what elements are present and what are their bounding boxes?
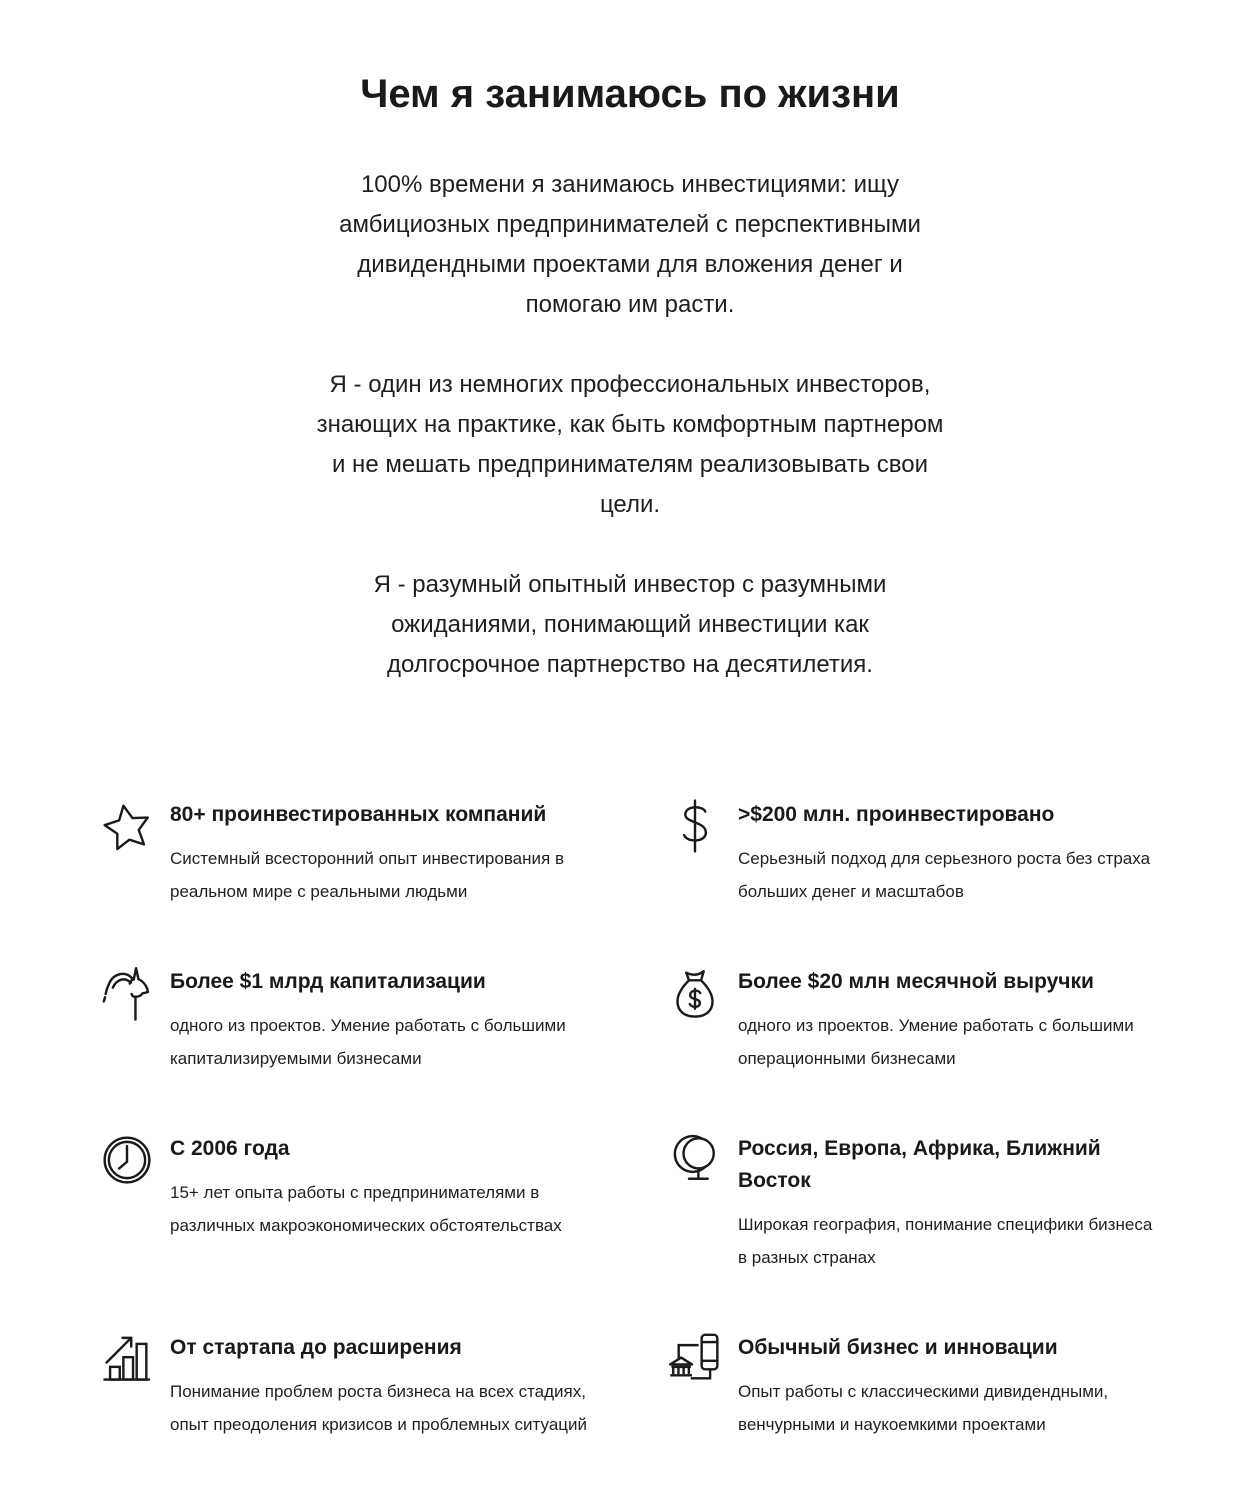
dollar-icon bbox=[666, 797, 738, 855]
feature-item-since-2006 bbox=[98, 1131, 594, 1274]
intro-paragraph: Я - один из немногих профессиональных инвесторов, знающих на практике, как быть комфортным партнером и не мешать предпринимателям реализовывать свои цели. bbox=[316, 371, 944, 518]
feature-description: Опыт работы с классическими дивидендными, венчурными и наукоемкими проектами bbox=[738, 1382, 1109, 1434]
feature-item-geography bbox=[666, 1131, 1162, 1274]
feature-title: Обычный бизнес и инновации bbox=[738, 1336, 1058, 1359]
clock-icon bbox=[98, 1131, 170, 1189]
feature-title: >$200 млн. проинвестировано bbox=[738, 803, 1055, 826]
feature-item-business-and-innovation bbox=[666, 1330, 1162, 1441]
moneybag-icon bbox=[666, 964, 738, 1022]
intro-text-block bbox=[314, 165, 946, 685]
features-grid bbox=[98, 797, 1162, 1441]
feature-description: 15+ лет опыта работы с предпринимателями в различных макроэкономических обстоятельствах bbox=[170, 1183, 562, 1235]
feature-item-capitalization bbox=[98, 964, 594, 1075]
intro-paragraph: 100% времени я занимаюсь инвестициями: ищу амбициозных предпринимателей с перспективными дивидендными проектами для вложения денег и помогаю им расти. bbox=[339, 171, 921, 318]
page-title: Чем я занимаюсь по жизни bbox=[360, 72, 900, 116]
feature-title: Более $20 млн месячной выручки bbox=[738, 970, 1094, 993]
feature-title: Россия, Европа, Африка, Ближний Восток bbox=[738, 1137, 1101, 1192]
feature-title: От стартапа до расширения bbox=[170, 1336, 462, 1359]
bank-phone-icon bbox=[666, 1330, 738, 1388]
unicorn-icon bbox=[98, 964, 170, 1022]
feature-title: С 2006 года bbox=[170, 1137, 290, 1160]
feature-description: Понимание проблем роста бизнеса на всех стадиях, опыт преодоления кризисов и проблемных ситуаций bbox=[170, 1382, 588, 1434]
intro-paragraph: Я - разумный опытный инвестор с разумными ожиданиями, понимающий инвестиции как долгосрочное партнерство на десятилетия. bbox=[373, 571, 887, 678]
feature-description: одного из проектов. Умение работать с большими операционными бизнесами bbox=[738, 1016, 1134, 1068]
feature-item-startup-to-expansion bbox=[98, 1330, 594, 1441]
feature-description: Широкая география, понимание специфики бизнеса в разных странах bbox=[738, 1215, 1153, 1267]
feature-item-monthly-revenue bbox=[666, 964, 1162, 1075]
feature-description: Серьезный подход для серьезного роста без страха больших денег и масштабов bbox=[738, 849, 1151, 901]
globe-icon bbox=[666, 1131, 738, 1189]
feature-item-invested-amount bbox=[666, 797, 1162, 908]
feature-item-invested-companies bbox=[98, 797, 594, 908]
star-icon bbox=[98, 797, 170, 855]
feature-description: Системный всесторонний опыт инвестирования в реальном мире с реальными людьми bbox=[170, 849, 564, 901]
feature-title: Более $1 млрд капитализации bbox=[170, 970, 486, 993]
growth-chart-icon bbox=[98, 1330, 170, 1388]
feature-title: 80+ проинвестированных компаний bbox=[170, 803, 547, 826]
feature-description: одного из проектов. Умение работать с большими капитализируемыми бизнесами bbox=[170, 1016, 566, 1068]
